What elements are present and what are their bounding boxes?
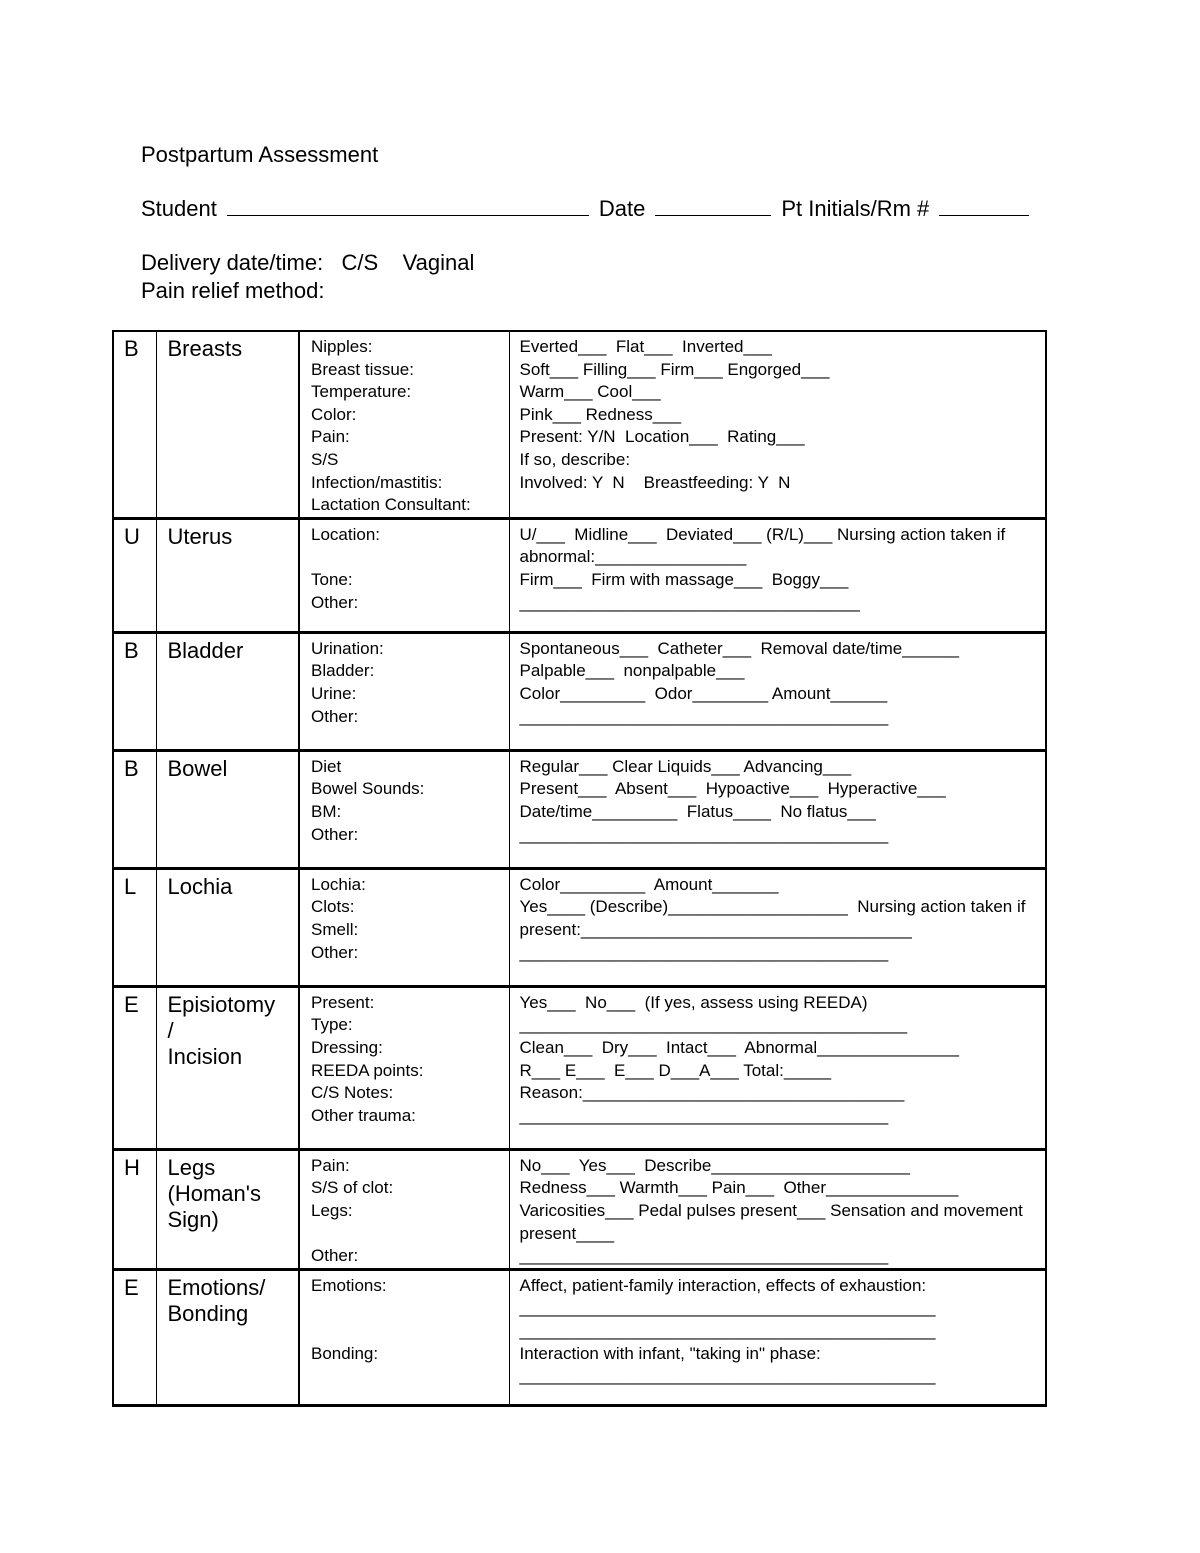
- field-label: Dressing:: [311, 1037, 383, 1057]
- field-value[interactable]: R___ E___ E___ D___A___ Total:_____: [519, 1060, 832, 1080]
- row-labels: [299, 1269, 509, 1405]
- field-value[interactable]: Reason:__________________________________: [519, 1083, 905, 1103]
- field-value[interactable]: Pink___ Redness___: [519, 404, 682, 424]
- field-label: Bowel Sounds:: [311, 779, 425, 799]
- field-label: Other:: [311, 1246, 359, 1266]
- row-letter: U: [113, 518, 156, 632]
- field-label: [311, 1297, 509, 1320]
- field-label: Other:: [311, 942, 359, 962]
- field-label: Emotions:: [311, 1275, 387, 1295]
- field-label: Pain:: [311, 427, 350, 447]
- row-labels: [299, 632, 509, 750]
- row-values[interactable]: [509, 518, 1046, 632]
- field-value[interactable]: Involved: Y N Breastfeeding: Y N: [519, 472, 791, 492]
- field-value[interactable]: Regular___ Clear Liquids___ Advancing___: [519, 756, 852, 776]
- row-letter: L: [113, 868, 156, 986]
- row-letter: H: [113, 1149, 156, 1269]
- row-letter: E: [113, 986, 156, 1149]
- field-value[interactable]: ____________________________________________: [519, 1298, 936, 1318]
- field-value[interactable]: Palpable___ nonpalpable___: [519, 661, 745, 681]
- document-title: Postpartum Assessment: [141, 142, 379, 167]
- date-field[interactable]: [655, 197, 771, 216]
- row-category: Bladder: [156, 632, 299, 750]
- field-label: Color:: [311, 404, 357, 424]
- field-label: Bonding:: [311, 1343, 379, 1363]
- field-value[interactable]: Color_________ Odor________ Amount______: [519, 683, 888, 703]
- field-value[interactable]: Present___ Absent___ Hypoactive___ Hyperactive___: [519, 779, 946, 799]
- field-label: Bladder:: [311, 661, 375, 681]
- field-value[interactable]: _______________________________________: [519, 824, 889, 844]
- row-labels: [299, 1149, 509, 1269]
- pt-initials-label: Pt Initials/Rm #: [781, 196, 930, 221]
- assessment-row: [113, 518, 1046, 632]
- student-label: Student: [141, 196, 217, 221]
- field-value[interactable]: Firm___ Firm with massage___ Boggy___: [519, 569, 849, 589]
- field-value[interactable]: Spontaneous___ Catheter___ Removal date/time______: [519, 638, 959, 658]
- field-value[interactable]: _______________________________________: [519, 942, 889, 962]
- field-label: Location:: [311, 524, 380, 544]
- row-values[interactable]: [509, 750, 1046, 868]
- field-label: Tone:: [311, 569, 353, 589]
- row-category: Breasts: [156, 331, 299, 518]
- field-value[interactable]: Color_________ Amount_______: [519, 874, 779, 894]
- field-label: S/S: [311, 449, 339, 469]
- field-label: REEDA points:: [311, 1060, 424, 1080]
- field-label: Pain:: [311, 1155, 350, 1175]
- row-labels: [299, 868, 509, 986]
- row-letter: B: [113, 632, 156, 750]
- field-label: Temperature:: [311, 382, 412, 402]
- field-value[interactable]: Affect, patient-family interaction, effects of exhaustion:: [519, 1275, 927, 1295]
- field-label: Lactation Consultant:: [311, 495, 471, 515]
- row-category: Episiotomy / Incision: [156, 986, 299, 1149]
- field-label: S/S of clot:: [311, 1178, 394, 1198]
- field-label: Diet: [311, 756, 342, 776]
- field-label: Nipples:: [311, 337, 373, 356]
- field-label: Legs:: [311, 1200, 353, 1220]
- row-labels: [299, 986, 509, 1149]
- delivery-line: Delivery date/time: C/S Vaginal: [141, 250, 475, 275]
- row-values[interactable]: [509, 986, 1046, 1149]
- field-label: Urine:: [311, 683, 357, 703]
- field-label: Present:: [311, 992, 375, 1012]
- date-label: Date: [598, 196, 646, 221]
- field-value[interactable]: Yes____ (Describe)___________________ Nursing action taken if present:___________________________________: [519, 897, 1031, 939]
- assessment-table: [112, 330, 1047, 1407]
- field-label: Type:: [311, 1015, 353, 1035]
- pain-relief-line: Pain relief method:: [141, 278, 325, 303]
- field-value[interactable]: ____________________________________________: [519, 1320, 936, 1340]
- row-labels: [299, 750, 509, 868]
- student-field[interactable]: [227, 197, 589, 216]
- row-category: Uterus: [156, 518, 299, 632]
- assessment-row: [113, 632, 1046, 750]
- row-letter: B: [113, 331, 156, 518]
- row-letter: B: [113, 750, 156, 868]
- field-label: Infection/mastitis:: [311, 472, 443, 492]
- field-label: Other:: [311, 824, 359, 844]
- field-label: Other:: [311, 706, 359, 726]
- row-labels: [299, 518, 509, 632]
- field-value[interactable]: No___ Yes___ Describe_____________________: [519, 1155, 910, 1175]
- row-category: Lochia: [156, 868, 299, 986]
- field-value[interactable]: [520, 494, 1038, 517]
- row-letter: E: [113, 1269, 156, 1405]
- row-values[interactable]: [509, 1149, 1046, 1269]
- field-label: C/S Notes:: [311, 1083, 394, 1103]
- field-label: [311, 546, 509, 569]
- field-label: BM:: [311, 801, 342, 821]
- field-value[interactable]: Yes___ No___ (If yes, assess using REEDA): [519, 992, 868, 1012]
- field-value[interactable]: Varicosities___ Pedal pulses present___ Sensation and movement present____: [519, 1200, 1028, 1243]
- field-value[interactable]: _________________________________________: [519, 1015, 908, 1035]
- field-value[interactable]: U/___ Midline___ Deviated___ (R/L)___ Nursing action taken if abnormal:________________: [519, 524, 1010, 567]
- assessment-row: [113, 1149, 1046, 1269]
- field-value[interactable]: Present: Y/N Location___ Rating___: [519, 427, 805, 447]
- student-info-line: [141, 196, 1039, 222]
- row-values[interactable]: [509, 331, 1046, 518]
- assessment-row: [113, 868, 1046, 986]
- assessment-row: [113, 986, 1046, 1149]
- row-labels: [299, 331, 509, 518]
- field-label: Smell:: [311, 919, 359, 939]
- field-value[interactable]: Date/time_________ Flatus____ No flatus___: [519, 801, 876, 821]
- field-value[interactable]: Soft___ Filling___ Firm___ Engorged___: [519, 359, 830, 379]
- field-label: [311, 1223, 509, 1246]
- field-value[interactable]: _______________________________________: [519, 706, 889, 726]
- field-label: Other trauma:: [311, 1105, 416, 1125]
- assessment-row: [113, 750, 1046, 868]
- field-label: Clots:: [311, 897, 355, 917]
- assessment-row: [113, 1269, 1046, 1405]
- field-label: Other:: [311, 592, 359, 612]
- field-label: [311, 1320, 509, 1343]
- row-category: Emotions/ Bonding: [156, 1269, 299, 1405]
- field-value[interactable]: Everted___ Flat___ Inverted___: [519, 337, 772, 356]
- field-value[interactable]: If so, describe:: [519, 449, 631, 469]
- row-category: Bowel: [156, 750, 299, 868]
- assessment-row: [113, 331, 1046, 518]
- field-label: Urination:: [311, 638, 384, 658]
- field-value[interactable]: Interaction with infant, "taking in" phase:: [519, 1343, 821, 1363]
- field-value[interactable]: Redness___ Warmth___ Pain___ Other______________: [519, 1178, 959, 1198]
- pt-initials-field[interactable]: [939, 197, 1029, 216]
- field-value[interactable]: _______________________________________: [519, 1105, 889, 1125]
- field-value[interactable]: ____________________________________: [519, 592, 860, 612]
- field-value[interactable]: _______________________________________: [519, 1246, 889, 1266]
- field-value[interactable]: Warm___ Cool___: [519, 382, 661, 402]
- row-values[interactable]: [509, 632, 1046, 750]
- field-label: Lochia:: [311, 874, 366, 894]
- field-value[interactable]: Clean___ Dry___ Intact___ Abnormal_______________: [519, 1037, 960, 1057]
- row-values[interactable]: [509, 1269, 1046, 1405]
- field-value[interactable]: ____________________________________________: [519, 1366, 936, 1386]
- row-values[interactable]: [509, 868, 1046, 986]
- row-category: Legs (Homan's Sign): [156, 1149, 299, 1269]
- field-label: Breast tissue:: [311, 359, 414, 379]
